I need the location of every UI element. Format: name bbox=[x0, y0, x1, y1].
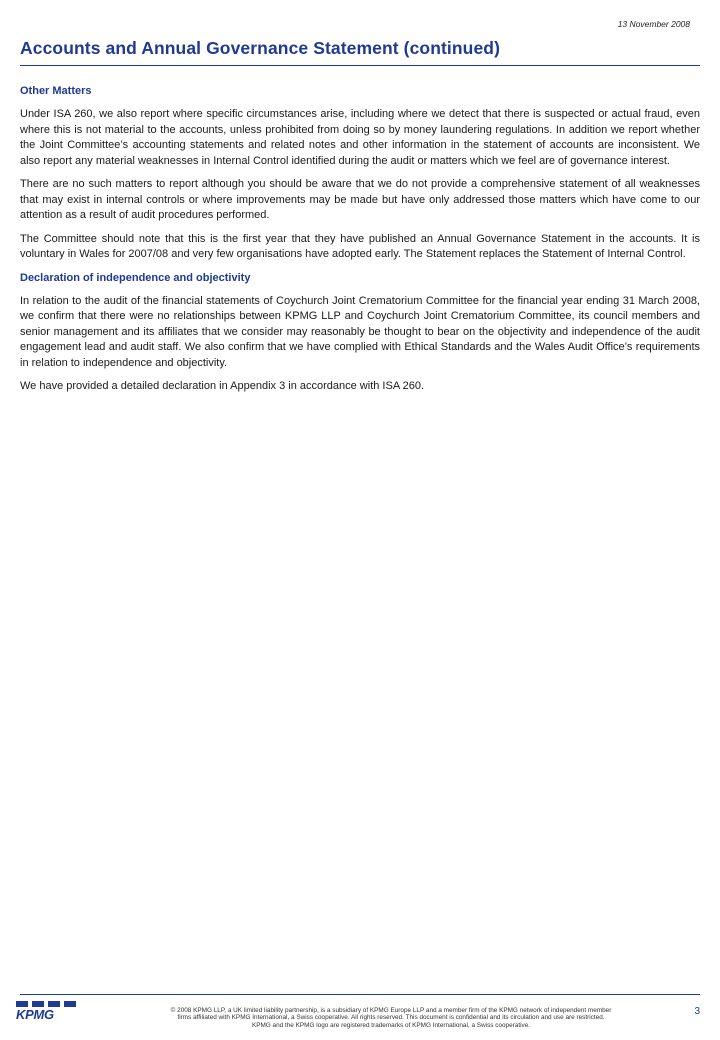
paragraph: We have provided a detailed declaration in Appendix 3 in accordance with ISA 260. bbox=[20, 380, 425, 392]
title-divider bbox=[20, 65, 700, 66]
main-content bbox=[20, 84, 700, 403]
paragraph: The Committee should note that this is the first year that they have published an Annual Governance Statement in the accounts. It is voluntary in Wales for 2007/08 and very few organisations have adopted early. The Statement replaces the Statement of Internal Control. bbox=[20, 232, 700, 260]
document-date: 13 November 2008 bbox=[617, 19, 690, 29]
paragraph: In relation to the audit of the financial statements of Coychurch Joint Crematorium Committee for the financial year ending 31 March 2008, we confirm that there were no relationships between KPMG LLP and Coychurch Joint Crematorium Committee, its council members and senior management and its affiliates that we consider may reasonably be thought to bear on the objectivity and independence of the audit engagement lead and audit staff. We also confirm that we have complied with Ethical Standards and the Wales Audit Office’s requirements in relation to independence and objectivity. bbox=[20, 294, 700, 369]
footer-line: firms affiliated with KPMG International, a Swiss cooperative. All rights reserved. This document is confidential and its circulation and use are restricted. bbox=[177, 1014, 605, 1022]
footer-legal-text bbox=[96, 1007, 686, 1029]
footer-line: © 2008 KPMG LLP, a UK limited liability partnership, is a subsidiary of KPMG Europe LLP and a member firm of the KPMG network of independent member bbox=[170, 1007, 612, 1014]
section-heading-other-matters: Other Matters bbox=[20, 85, 92, 97]
page-number: 3 bbox=[694, 1006, 700, 1017]
footer-line: KPMG and the KPMG logo are registered trademarks of KPMG International, a Swiss cooperative. bbox=[251, 1021, 531, 1029]
page-title: Accounts and Annual Governance Statement (continued) bbox=[20, 38, 501, 58]
logo-text: KPMG bbox=[16, 1007, 54, 1022]
paragraph: There are no such matters to report although you should be aware that we do not provide a comprehensive statement of all weaknesses that may exist in internal controls or where improvements may be made but have only addressed those matters which have come to our attention as a result of audit procedures performed. bbox=[20, 178, 700, 221]
section-heading-declaration: Declaration of independence and objectivity bbox=[20, 271, 251, 284]
paragraph: Under ISA 260, we also report where specific circumstances arise, including where we detect that there is suspected or actual fraud, even where this is not material to the accounts, unless prohibited from doing so by money laundering regulations. In addition we report whether the Joint Committee’s accounting statements and related notes and other information in the statement of accounts are inconsistent. We also report any material weaknesses in Internal Control identified during the audit or matters which we feel are of governance interest. bbox=[20, 108, 700, 167]
footer-divider bbox=[20, 994, 700, 995]
